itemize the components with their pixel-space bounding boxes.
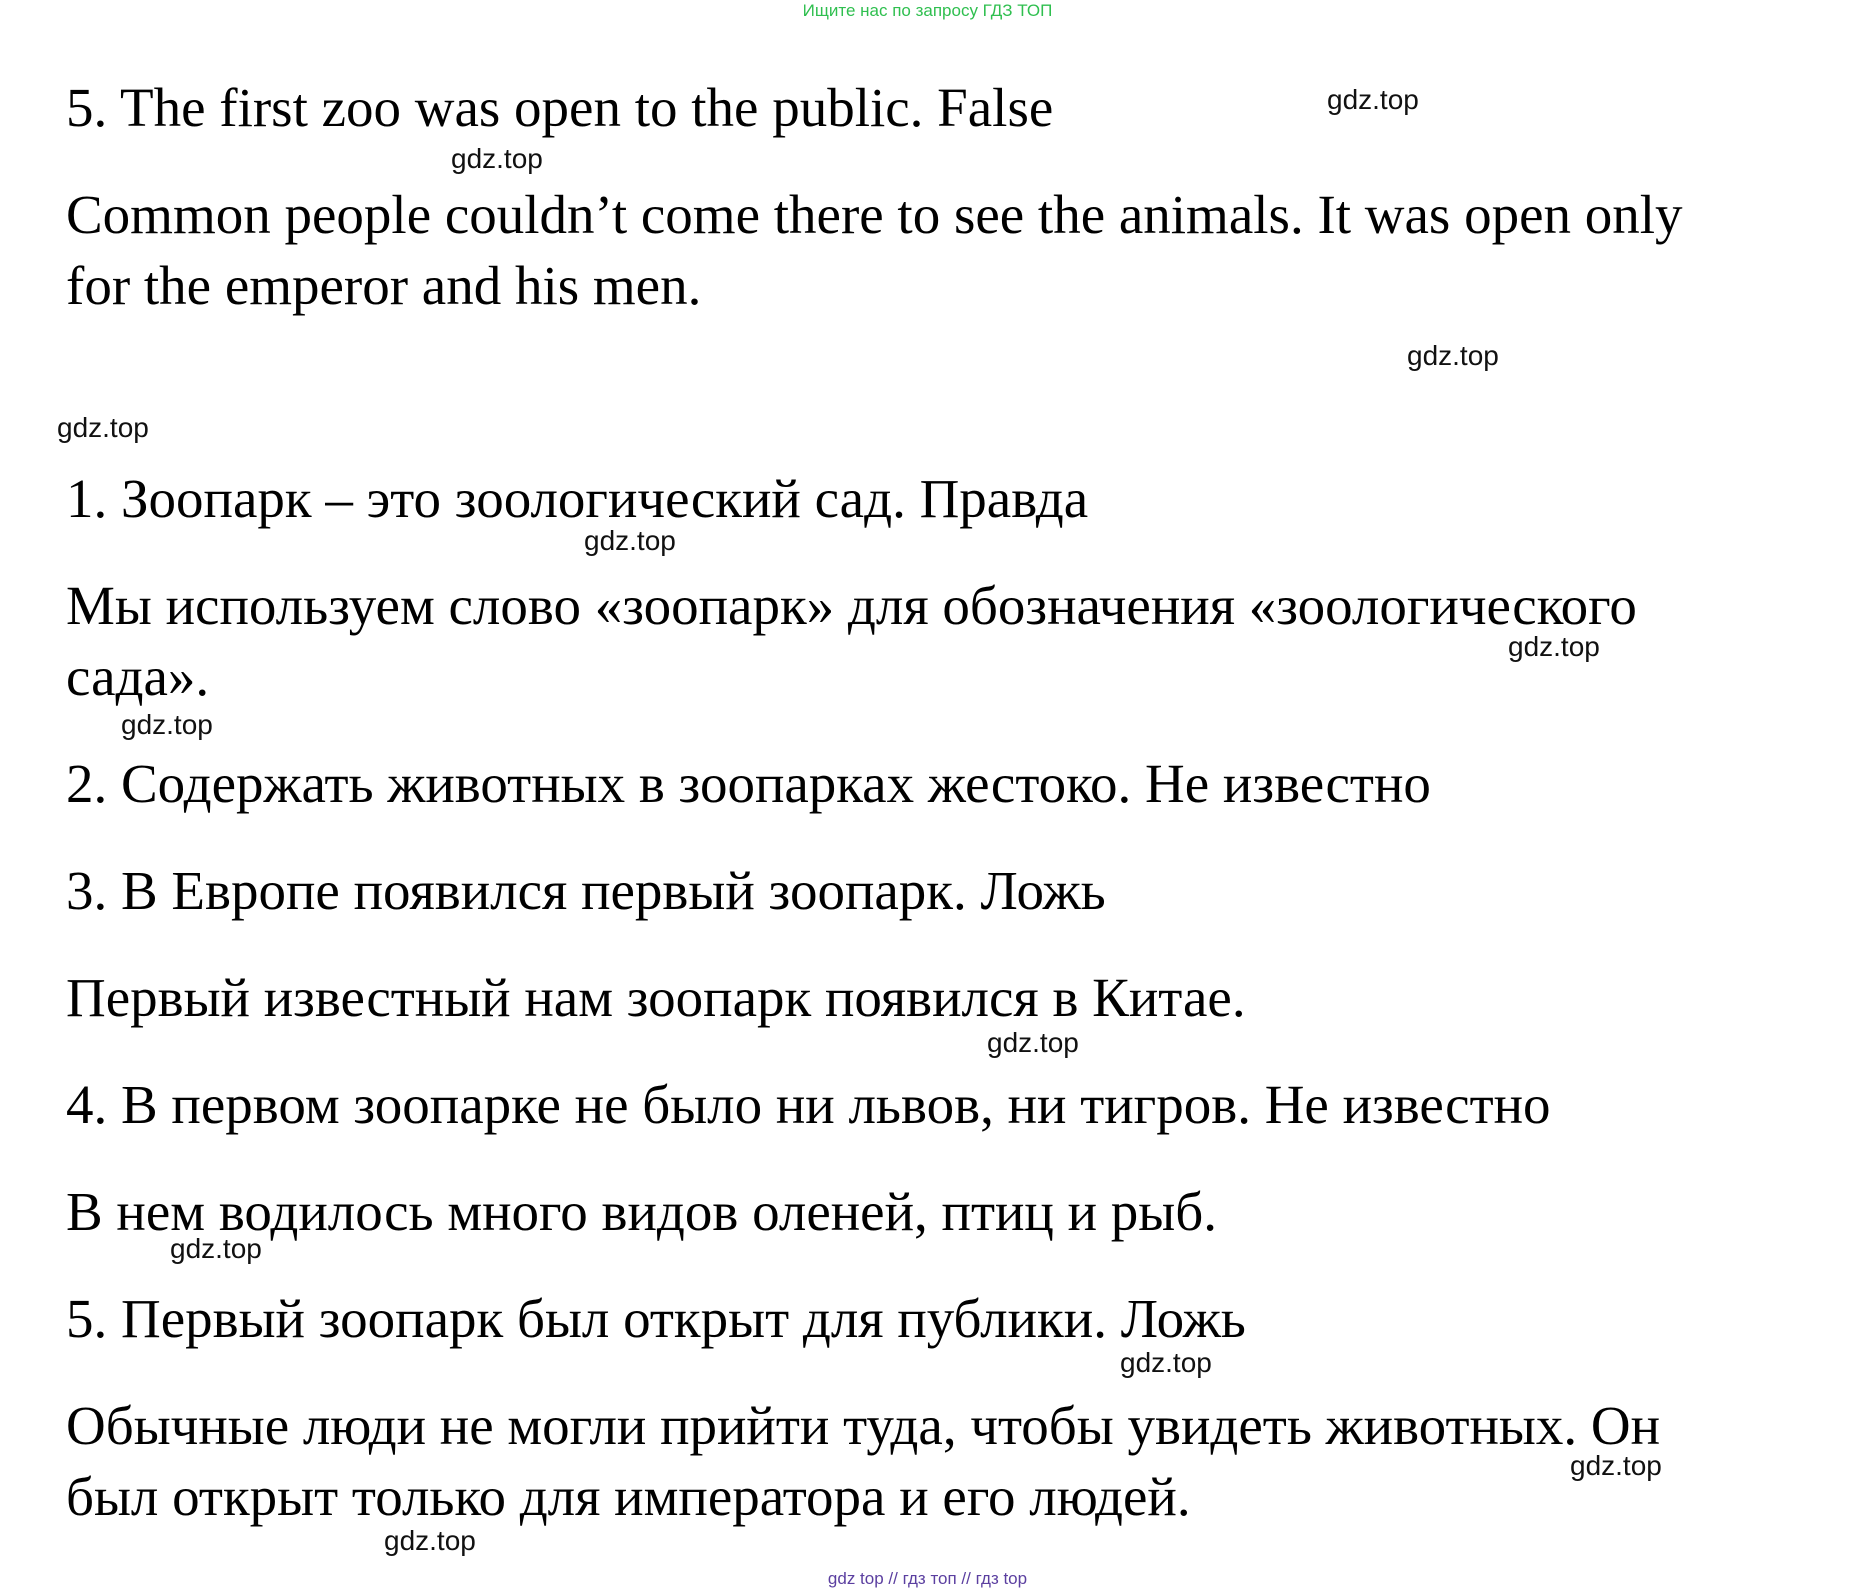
watermark: gdz.top xyxy=(1508,631,1600,662)
watermark: gdz.top xyxy=(987,1027,1079,1058)
explanation-line-ru-1-b: сада». xyxy=(66,646,210,707)
explanation-line-ru-5-a: Обычные люди не могли прийти туда, чтобы увидеть животных. Он xyxy=(66,1395,1661,1456)
header-note: Ищите нас по запросу ГДЗ ТОП xyxy=(802,1,1053,20)
watermark: gdz.top xyxy=(1327,84,1419,115)
answer-line-ru-3: 3. В Европе появился первый зоопарк. Ложь xyxy=(66,860,1106,921)
watermark: gdz.top xyxy=(170,1233,262,1264)
answer-line-ru-4: 4. В первом зоопарке не было ни львов, ни тигров. Не известно xyxy=(66,1074,1551,1135)
watermark: gdz.top xyxy=(451,143,543,174)
answer-line-ru-2: 2. Содержать животных в зоопарках жестоко. Не известно xyxy=(66,753,1431,814)
answer-line-ru-5: 5. Первый зоопарк был открыт для публики. Ложь xyxy=(66,1288,1246,1349)
footer-note: gdz top // гдз топ // гдз top xyxy=(827,1569,1028,1588)
watermark: gdz.top xyxy=(1407,340,1499,371)
watermark: gdz.top xyxy=(57,412,149,443)
explanation-line-en-5-b: for the emperor and his men. xyxy=(66,255,702,316)
watermark: gdz.top xyxy=(1570,1450,1662,1481)
explanation-line-ru-1-a: Мы используем слово «зоопарк» для обозначения «зоологического xyxy=(66,575,1637,636)
explanation-line-ru-5-b: был открыт только для императора и его людей. xyxy=(66,1466,1191,1527)
watermark: gdz.top xyxy=(584,525,676,556)
watermark: gdz.top xyxy=(121,709,213,740)
explanation-line-ru-4: В нем водилось много видов оленей, птиц и рыб. xyxy=(66,1181,1217,1242)
watermark: gdz.top xyxy=(1120,1347,1212,1378)
answer-line-ru-1: 1. Зоопарк – это зоологический сад. Правда xyxy=(66,468,1089,529)
explanation-line-ru-3: Первый известный нам зоопарк появился в Китае. xyxy=(66,967,1246,1028)
explanation-line-en-5-a: Common people couldn’t come there to see the animals. It was open only xyxy=(66,184,1683,245)
answer-line-en-5: 5. The first zoo was open to the public. False xyxy=(66,77,1054,138)
watermark: gdz.top xyxy=(384,1525,476,1556)
